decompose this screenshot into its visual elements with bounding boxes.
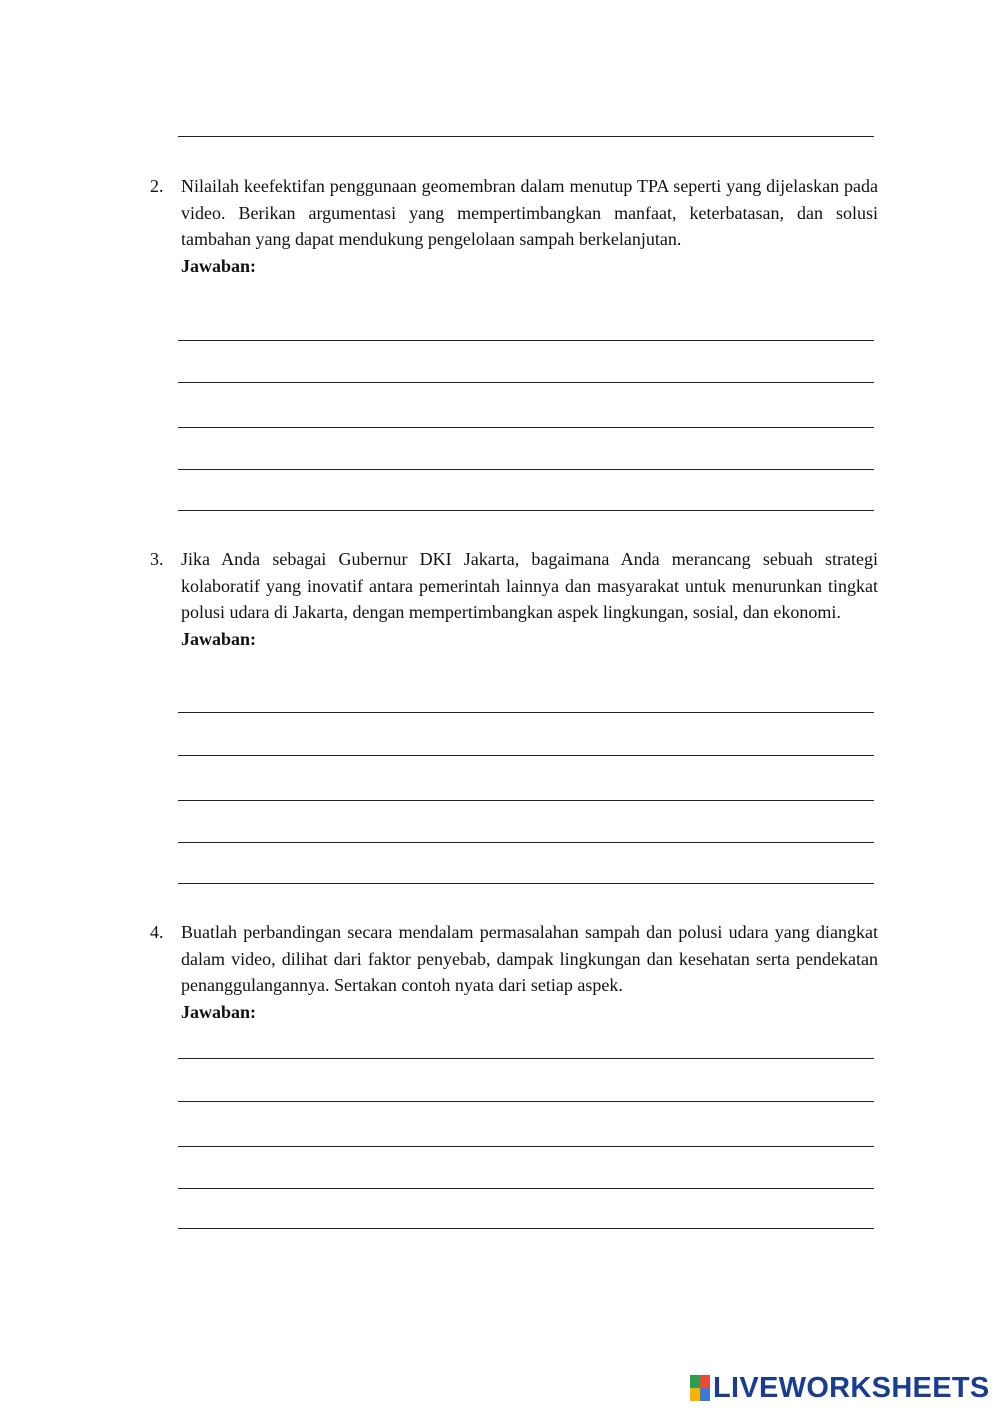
answer-line[interactable] — [178, 1058, 874, 1059]
logo-square — [700, 1375, 710, 1388]
logo-square — [690, 1375, 700, 1388]
question-4 — [150, 919, 878, 1025]
question-3 — [150, 546, 878, 652]
question-2 — [150, 173, 878, 279]
answer-line[interactable] — [178, 1228, 874, 1229]
answer-line[interactable] — [178, 427, 874, 428]
answer-line[interactable] — [178, 510, 874, 511]
answer-label: Jawaban: — [181, 255, 257, 276]
question-text: Nilailah keefektifan penggunaan geomembran dalam menutup TPA seperti yang dijelaskan pada video. Berikan argumentasi yang mempertimbangkan manfaat, keterbatasan, dan solusi tambahan yang dapat mendukung pengelolaan sampah berkelanjutan. — [181, 176, 878, 249]
answer-label: Jawaban: — [181, 1001, 257, 1022]
answer-label: Jawaban: — [181, 628, 257, 649]
answer-line[interactable] — [178, 1146, 874, 1147]
answer-line[interactable] — [178, 469, 874, 470]
logo-square — [690, 1388, 700, 1401]
answer-line[interactable] — [178, 1101, 874, 1102]
answer-line[interactable] — [178, 712, 874, 713]
answer-line[interactable] — [178, 382, 874, 383]
logo-text: LIVEWORKSHEETS — [713, 1371, 990, 1404]
answer-line[interactable] — [178, 842, 874, 843]
answer-line[interactable] — [178, 340, 874, 341]
logo-mark-icon — [690, 1375, 710, 1401]
question-text: Buatlah perbandingan secara mendalam permasalahan sampah dan polusi udara yang diangkat dalam video, dilihat dari faktor penyebab, dampak lingkungan dan kesehatan serta pendekatan penanggulangannya. Sertakan contoh nyata dari setiap aspek. — [181, 922, 878, 995]
answer-line[interactable] — [178, 1188, 874, 1189]
liveworksheets-logo — [690, 1372, 990, 1404]
logo-square — [700, 1388, 710, 1401]
question-number: 4. — [150, 922, 164, 942]
question-text: Jika Anda sebagai Gubernur DKI Jakarta, bagaimana Anda merancang sebuah strategi kolaboratif yang inovatif antara pemerintah lainnya dan masyarakat untuk menurunkan tingkat polusi udara di Jakarta, dengan mempertimbangkan aspek lingkungan, sosial, dan ekonomi. — [181, 549, 878, 622]
answer-line[interactable] — [178, 883, 874, 884]
question-number: 3. — [150, 549, 164, 569]
answer-line[interactable] — [178, 755, 874, 756]
answer-line[interactable] — [178, 800, 874, 801]
question-number: 2. — [150, 176, 164, 196]
answer-line — [178, 136, 874, 137]
